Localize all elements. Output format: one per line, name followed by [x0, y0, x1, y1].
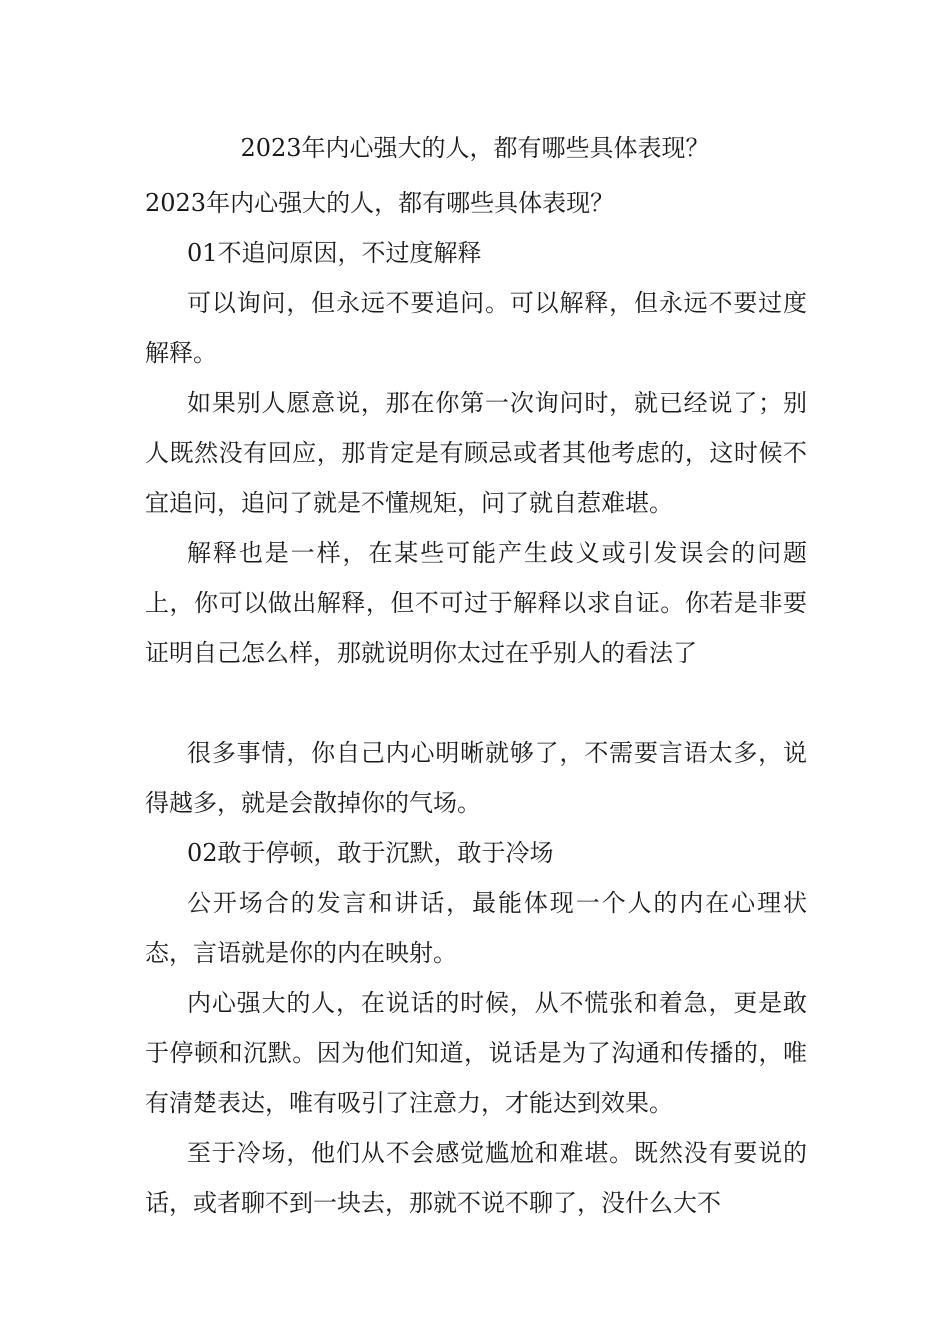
paragraph: 公开场合的发言和讲话，最能体现一个人的内在心理状态，言语就是你的内在映射。 [145, 889, 807, 967]
paragraph: 解释也是一样，在某些可能产生歧义或引发误会的问题上，你可以做出解释，但不可过于解释以求自证。你若是非要证明自己怎么样，那就说明你太过在乎别人的看法了 [145, 539, 807, 667]
document-body [145, 178, 807, 1228]
paragraph: 很多事情，你自己内心明晰就够了，不需要言语太多，说得越多，就是会散掉你的气场。 [145, 739, 807, 817]
paragraph: 如果别人愿意说，那在你第一次询问时，就已经说了；别人既然没有回应，那肯定是有顾忌或者其他考虑的，这时候不宜追问，追问了就是不懂规矩，问了就自惹难堪。 [145, 389, 807, 517]
paragraph: 至于冷场，他们从不会感觉尴尬和难堪。既然没有要说的话，或者聊不到一块去，那就不说不聊了，没什么大不 [145, 1139, 807, 1217]
paragraph: 可以询问，但永远不要追问。可以解释，但永远不要过度解释。 [145, 289, 807, 367]
section-heading-02: 02敢于停顿，敢于沉默，敢于冷场 [187, 839, 554, 867]
document-title: 2023年内心强大的人，都有哪些具体表现？ [240, 134, 710, 162]
subtitle-paragraph: 2023年内心强大的人，都有哪些具体表现？ [145, 189, 615, 217]
section-heading-01: 01不追问原因，不过度解释 [187, 239, 482, 267]
paragraph: 内心强大的人，在说话的时候，从不慌张和着急，更是敢于停顿和沉默。因为他们知道，说话是为了沟通和传播的，唯有清楚表达，唯有吸引了注意力，才能达到效果。 [145, 989, 807, 1117]
